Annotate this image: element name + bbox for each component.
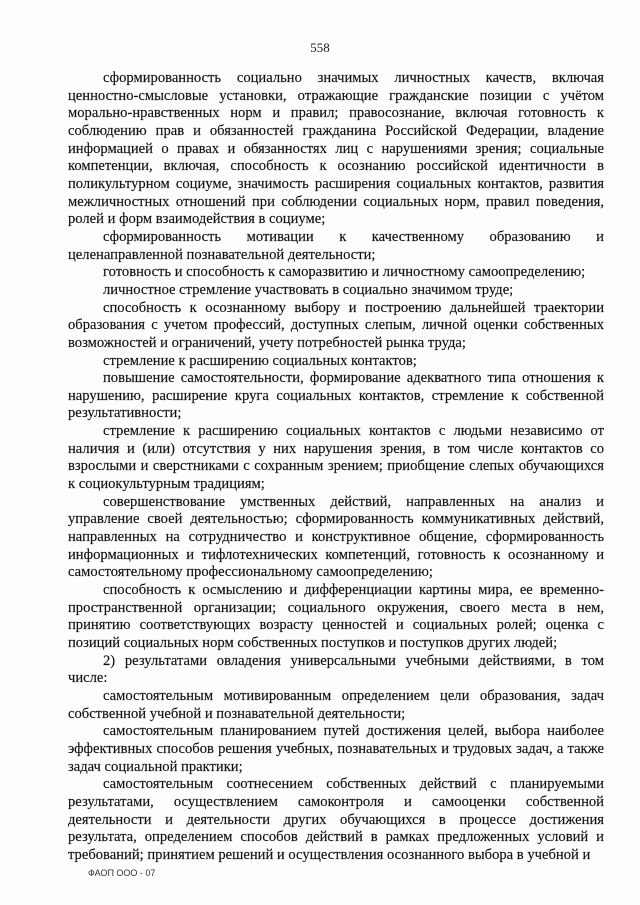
footer-code: ФАОП ООО - 07	[88, 868, 156, 878]
document-body	[68, 70, 604, 865]
paragraph: повышение самостоятельности, формирование адекватного типа отношения к нарушению, расширение круга социальных контактов, стремление к собственной результативности;	[68, 370, 604, 422]
paragraph: самостоятельным планированием путей достижения целей, выбора наиболее эффективных способов решения учебных, познавательных и трудовых задач, а также задач социальной практики;	[68, 723, 604, 775]
paragraph: сформированность мотивации к качественному образованию и целенаправленной познавательной деятельности;	[68, 228, 604, 263]
paragraph: способность к осмыслению и дифференциации картины мира, ее временно-пространственной организации; социального окружения, своего места в нем, принятию соответствующих возрасту ценностей и социальных ролей; оценка с позиций социальных норм собственных поступков и поступков других людей;	[68, 582, 604, 651]
paragraph: стремление к расширению социальных контактов с людьми независимо от наличия и (или) отсутствия у них нарушения зрения, в том числе контактов со взрослыми и сверстниками с сохранным зрением; приобщение слепых обучающихся к социокультурным традициям;	[68, 423, 604, 493]
paragraph: 2) результатами овладения универсальными учебными действиями, в том числе:	[68, 652, 604, 687]
paragraph: совершенствование умственных действий, направленных на анализ и управление своей деятельностью; сформированность коммуникативных действий, направленных на сотрудничество и конструктивное общение, сформированность информационных и тифлотехнических компетенций, готовность к осознанному и самостоятельному профессиональному самоопределению;	[68, 493, 604, 581]
paragraph: самостоятельным соотнесением собственных действий с планируемыми результатами, осуществлением самоконтроля и самооценки собственной деятельности и деятельности других обучающихся в процессе достижения результата, определением способов действий в рамках предложенных условий и требований; принятием решений и осуществления осознанного выбора в учебной и	[68, 776, 604, 863]
paragraph: готовность и способность к саморазвитию и личностному самоопределению;	[103, 264, 586, 281]
paragraph: способность к осознанному выбору и построению дальнейшей траектории образования с учетом профессий, доступных слепым, личной оценки собственных возможностей и ограничений, учету потребностей рынка труда;	[68, 299, 604, 351]
paragraph: самостоятельным мотивированным определением цели образования, задач собственной учебной и познавательной деятельности;	[68, 687, 604, 722]
paragraph: стремление к расширению социальных контактов;	[103, 352, 417, 369]
paragraph: личностное стремление участвовать в социально значимом труде;	[103, 281, 514, 298]
paragraph: сформированность социально значимых личностных качеств, включая ценностно-смысловые установки, отражающие гражданские позиции с учётом морально-нравственных норм и правил; правосознание, включая готовность к соблюдению прав и обязанностей гражданина Российской Федерации, владение информацией о правах и обязанностях лиц с нарушениями зрения; социальные компетенции, включая, способность к осознанию российской идентичности в поликультурном социуме, значимость расширения социальных контактов, развития межличностных отношений при соблюдении социальных норм, правил поведения, ролей и форм взаимодействия в социуме;	[68, 70, 604, 228]
page-number: 558	[310, 40, 330, 55]
